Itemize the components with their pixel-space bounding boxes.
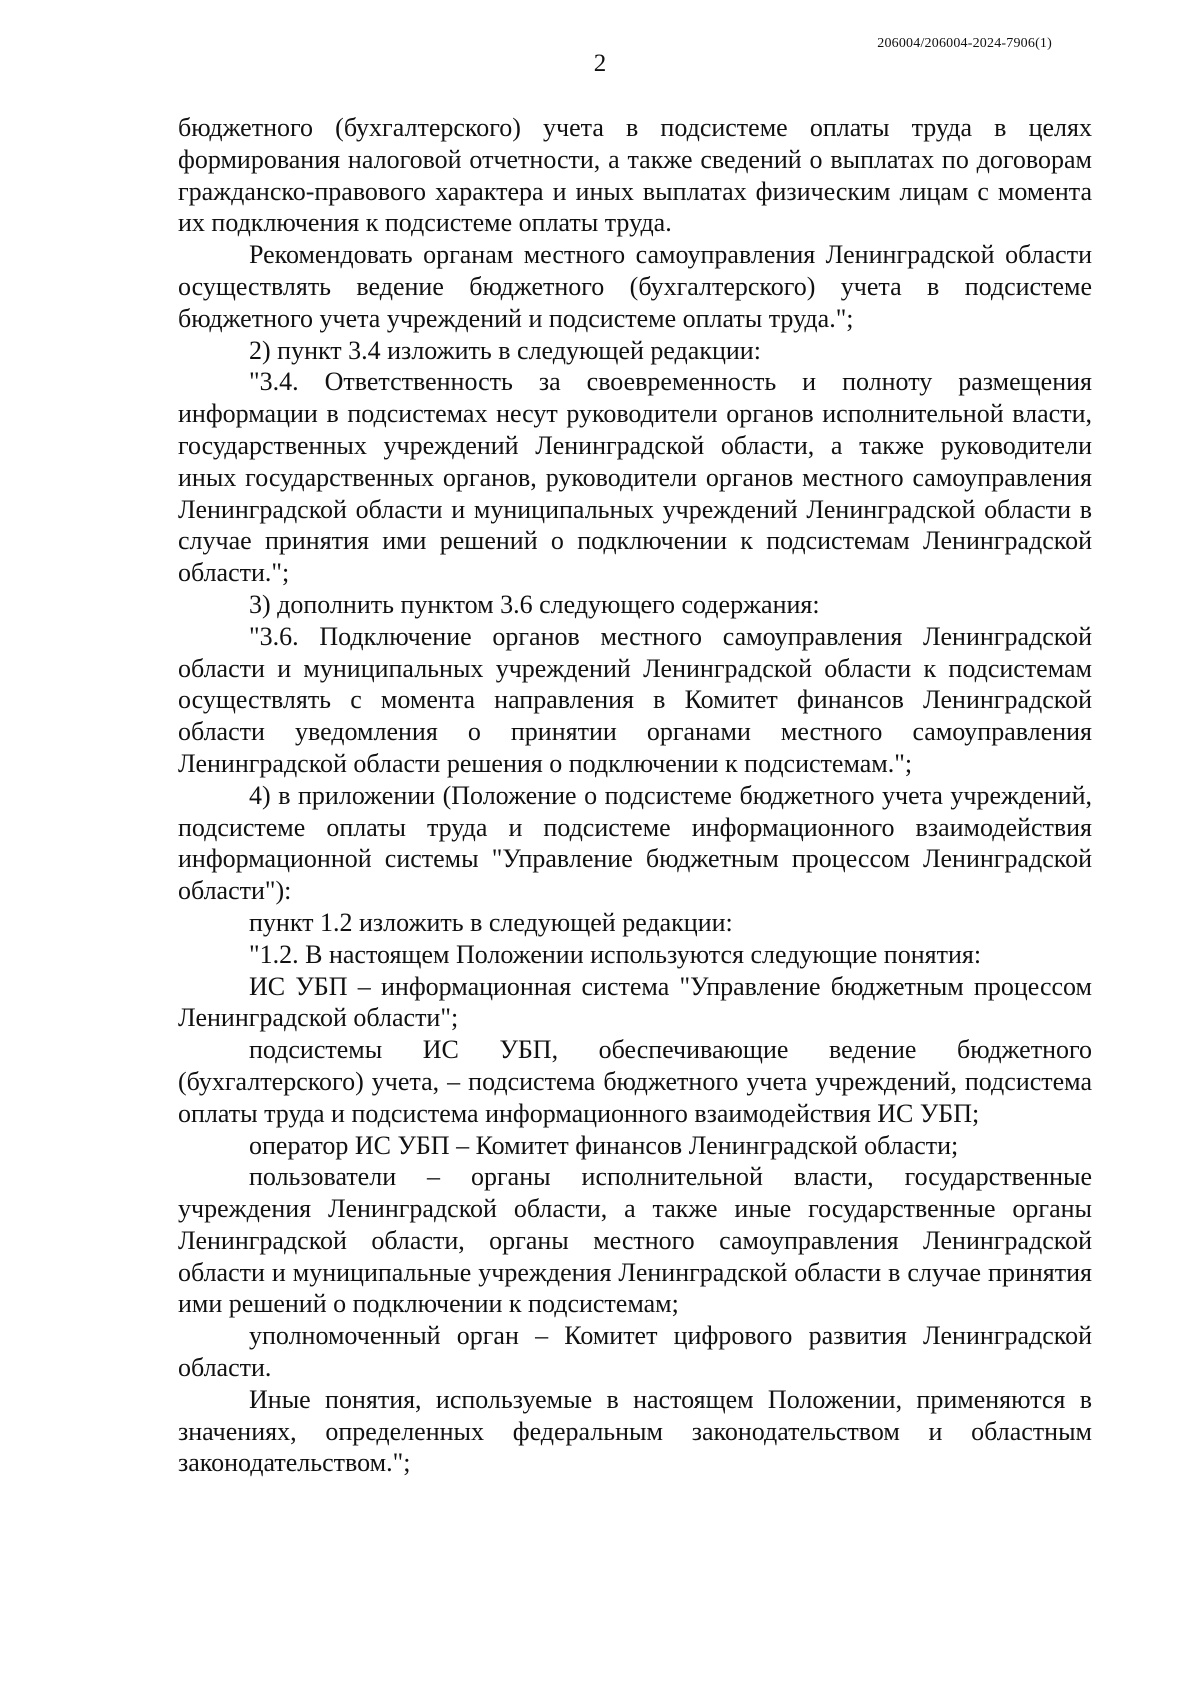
paragraph-definition-authorized-body: уполномоченный орган – Комитет цифрового развития Ленинградской области. xyxy=(178,1321,1092,1383)
page-number: 2 xyxy=(593,50,607,77)
paragraph-item-2: 2) пункт 3.4 изложить в следующей редакции: xyxy=(249,335,761,365)
paragraph-definition-users: пользователи – органы исполнительной власти, государственные учреждения Ленинградской области, а также иные государственные органы Ленинградской области, органы местного самоуправления Ленинградской области и муниципальные учреждения Ленинградской области в случае принятия ими решений о подключении к подсистемам; xyxy=(178,1162,1092,1319)
paragraph-item-3: 3) дополнить пунктом 3.6 следующего содержания: xyxy=(249,589,820,619)
paragraph-clause-3-6: "3.6. Подключение органов местного самоуправления Ленинградской области и муниципальных учреждений Ленинградской области к подсистемам осуществлять с момента направления в Комитет финансов Ленинградской области уведомления о принятии органами местного самоуправления Ленинградской области решения о подключении к подсистемам."; xyxy=(178,621,1092,778)
paragraph-item-4: 4) в приложении (Положение о подсистеме бюджетного учета учреждений, подсистеме оплаты труда и подсистеме информационного взаимодействия информационной системы "Управление бюджетным процессом Ленинградской области"): xyxy=(178,780,1092,906)
document-id: 206004/206004-2024-7906(1) xyxy=(877,36,1052,51)
paragraph-definition-operator: оператор ИС УБП – Комитет финансов Ленинградской области; xyxy=(249,1130,959,1160)
paragraph-continuation: бюджетного (бухгалтерского) учета в подсистеме оплаты труда в целях формирования налоговой отчетности, а также сведений о выплатах по договорам гражданско-правового характера и иных выплатах физическим лицам с момента их подключения к подсистеме оплаты труда. xyxy=(178,113,1092,238)
paragraph-clause-1-2: "1.2. В настоящем Положении используются следующие понятия: xyxy=(249,939,982,969)
paragraph-definition-subsystems: подсистемы ИС УБП, обеспечивающие ведение бюджетного (бухгалтерского) учета, – подсистема бюджетного учета учреждений, подсистема оплаты труда и подсистема информационного взаимодействия ИС УБП; xyxy=(178,1035,1092,1128)
paragraph-clause-1-2-intro: пункт 1.2 изложить в следующей редакции: xyxy=(249,907,733,937)
document-body xyxy=(178,112,1092,1479)
paragraph-other-terms: Иные понятия, используемые в настоящем Положении, применяются в значениях, определенных федеральным законодательством и областным законодательством."; xyxy=(178,1384,1092,1478)
paragraph-clause-3-4: "3.4. Ответственность за своевременность и полноту размещения информации в подсистемах несут руководители органов исполнительной власти, государственных учреждений Ленинградской области, а также руководители иных государственных органов, руководители органов местного самоуправления Ленинградской области и муниципальных учреждений Ленинградской области в случае принятия ими решений о подключении к подсистемам Ленинградской области."; xyxy=(178,367,1092,588)
paragraph-recommendation: Рекомендовать органам местного самоуправления Ленинградской области осуществлять ведение бюджетного (бухгалтерского) учета в подсистеме бюджетного учета учреждений и подсистеме оплаты труда."; xyxy=(178,240,1092,333)
paragraph-definition-is-ubp: ИС УБП – информационная система "Управление бюджетным процессом Ленинградской области"; xyxy=(178,971,1092,1033)
